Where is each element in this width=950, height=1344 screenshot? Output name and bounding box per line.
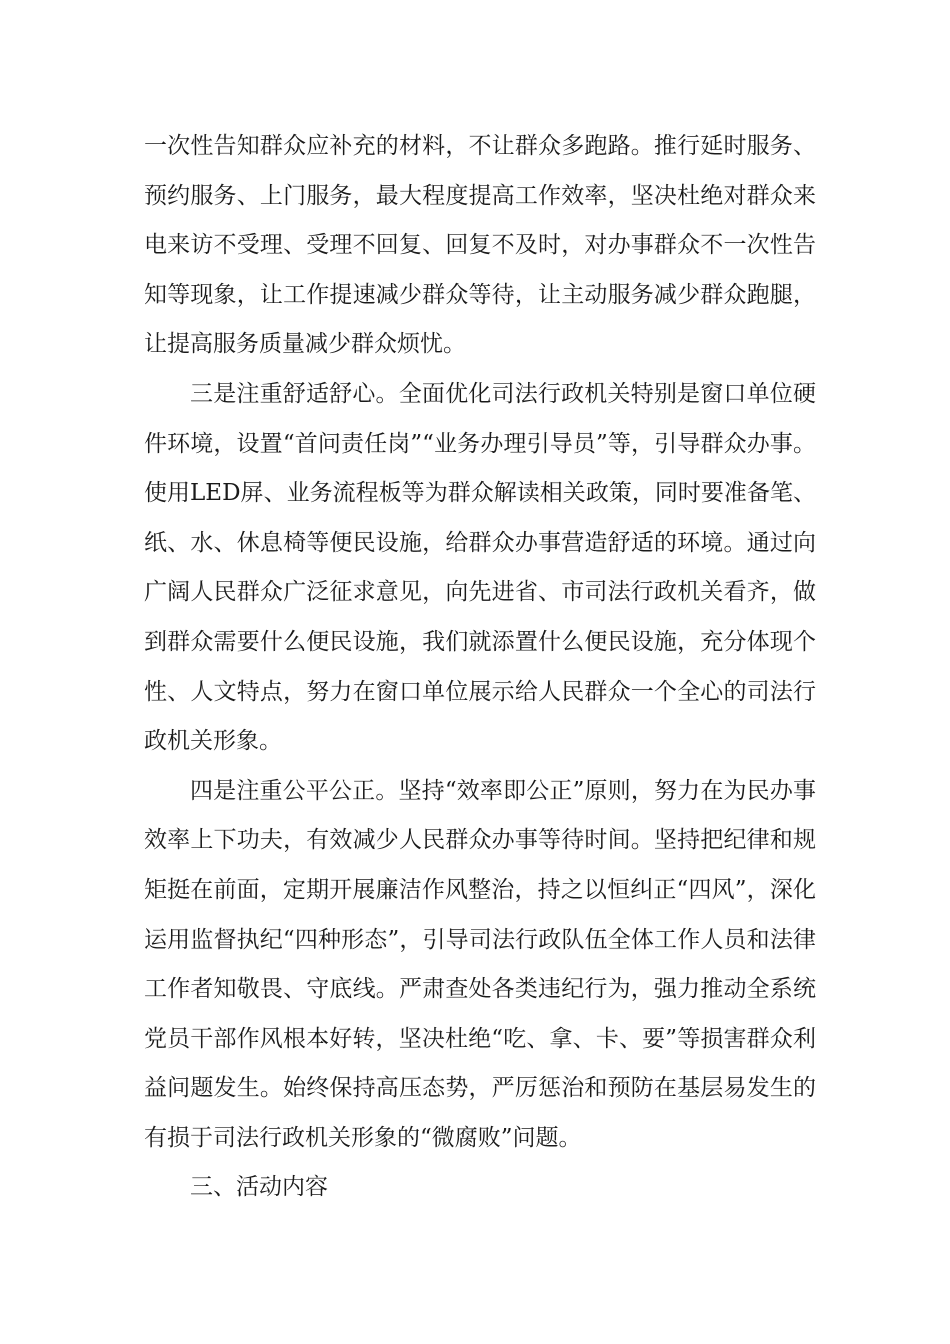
document-body bbox=[144, 122, 816, 1213]
paragraph-three-comfort: 三是注重舒适舒心。全面优化司法行政机关特别是窗口单位硬件环境，设置“首问责任岗”“业务办理引导员”等，引导群众办事。使用LED屏、业务流程板等为群众解读相关政策，同时要准备笔、纸、水、休息椅等便民设施，给群众办事营造舒适的环境。通过向广阔人民群众广泛征求意见，向先进省、市司法行政机关看齐，做到群众需要什么便民设施，我们就添置什么便民设施，充分体现个性、人文特点，努力在窗口单位展示给人民群众一个全心的司法行政机关形象。 bbox=[144, 380, 816, 755]
paragraph-continuation: 一次性告知群众应补充的材料，不让群众多跑路。推行延时服务、预约服务、上门服务，最大程度提高工作效率，坚决杜绝对群众来电来访不受理、受理不回复、回复不及时，对办事群众不一次性告知等现象，让工作提速减少群众等待，让主动服务减少群众跑腿，让提高服务质量减少群众烦忧。 bbox=[144, 133, 816, 358]
paragraph-four-fairness: 四是注重公平公正。坚持“效率即公正”原则，努力在为民办事效率上下功夫，有效减少人民群众办事等待时间。坚持把纪律和规矩挺在前面，定期开展廉洁作风整治，持之以恒纠正“四风”，深化运用监督执纪“四种形态”，引导司法行政队伍全体工作人员和法律工作者知敬畏、守底线。严肃查处各类违纪行为，强力推动全系统党员干部作风根本好转，坚决杜绝“吃、拿、卡、要”等损害群众利益问题发生。始终保持高压态势，严厉惩治和预防在基层易发生的有损于司法行政机关形象的“微腐败”问题。 bbox=[144, 777, 816, 1151]
section-heading-activity-content: 三、活动内容 bbox=[190, 1174, 328, 1201]
